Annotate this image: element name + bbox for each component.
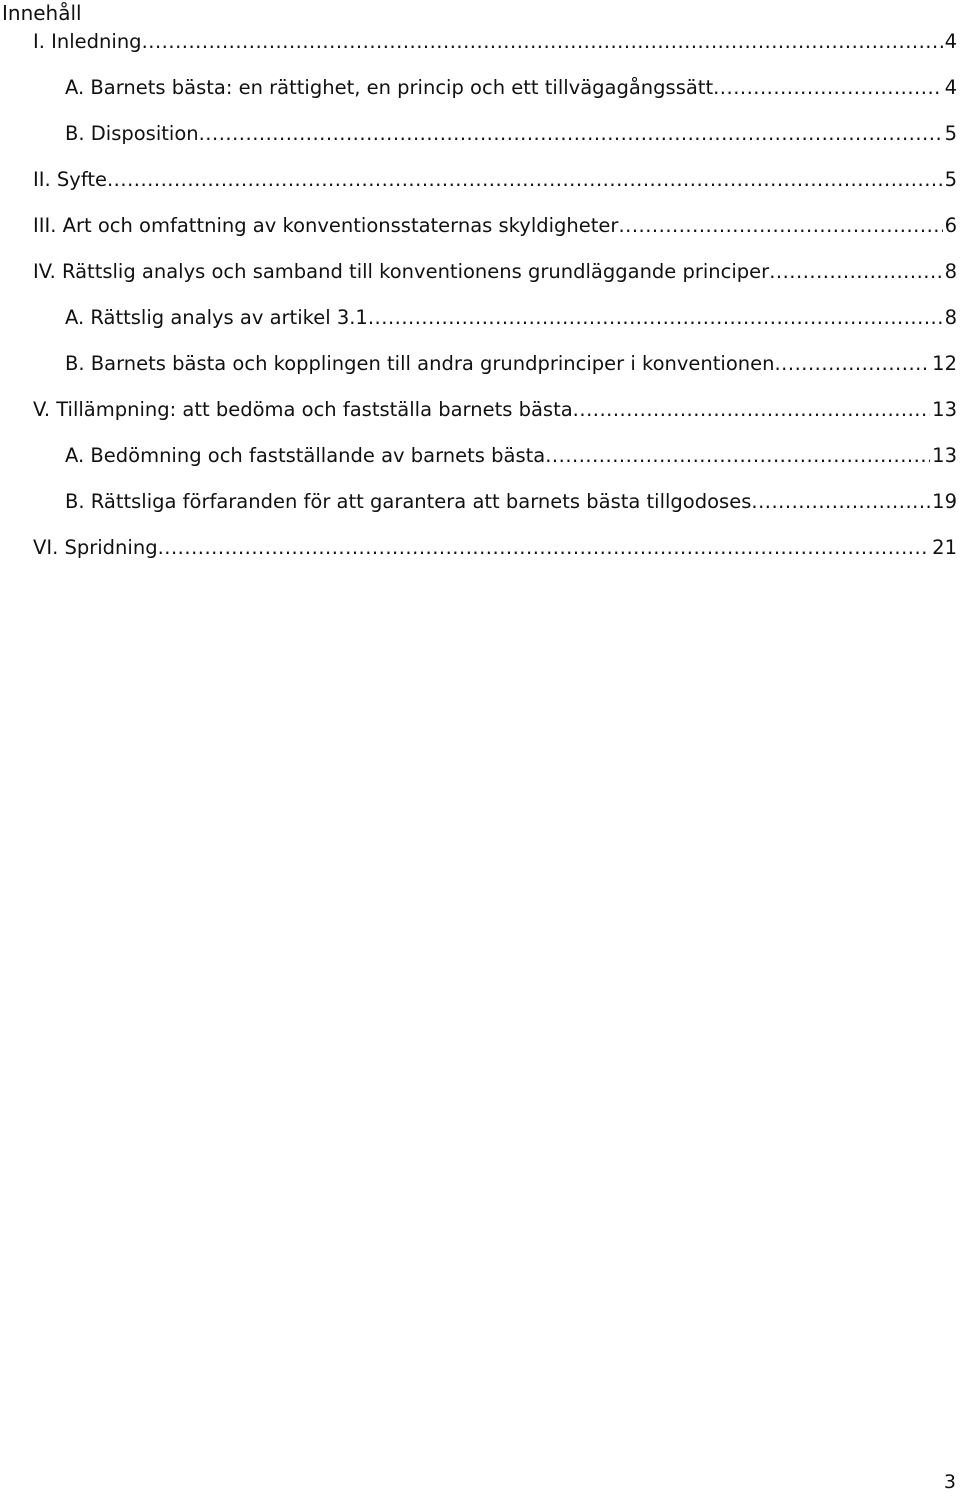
toc-entry-spridning[interactable] [33, 534, 960, 562]
toc-entry-page: 5 [944, 168, 957, 191]
toc-entry-page: 8 [944, 260, 957, 283]
toc-entry-page: 5 [944, 122, 957, 145]
toc-entry-page: 8 [944, 306, 957, 329]
toc-entry-rattslig-analys-artikel[interactable] [65, 304, 960, 332]
toc-entry-page: 13 [932, 444, 957, 467]
toc-entry-rattsliga-forfaranden[interactable] [65, 488, 960, 516]
toc-entry-page: 4 [944, 76, 957, 99]
toc-entry-title: VI. Spridning [33, 536, 158, 559]
toc-dot-leader [618, 212, 942, 240]
toc-dot-leader [573, 396, 931, 424]
toc-entry-title: IV. Rättslig analys och samband till konventionens grundläggande principer [33, 260, 770, 283]
toc-entry-page: 4 [944, 30, 957, 53]
toc-dot-leader [545, 442, 930, 470]
toc-dot-leader [774, 350, 930, 378]
toc-dot-leader [107, 166, 943, 194]
toc-entry-bedomning[interactable] [65, 442, 960, 470]
toc-entry-syfte[interactable] [33, 166, 960, 194]
toc-entry-barnets-basta-rattighet[interactable] [65, 74, 960, 102]
toc-entry-title: V. Tillämpning: att bedöma och fastställa barnets bästa [33, 398, 573, 421]
toc-entry-art-och-omfattning[interactable] [33, 212, 960, 240]
toc-entry-page: 6 [944, 214, 957, 237]
toc-dot-leader [199, 120, 943, 148]
toc-entry-title: B. Rättsliga förfaranden för att garantera att barnets bästa tillgodoses [65, 490, 752, 513]
toc-entry-title: I. Inledning [33, 30, 142, 53]
toc-dot-leader [751, 488, 930, 516]
toc-entry-tillampning[interactable] [33, 396, 960, 424]
toc-entry-title: II. Syfte [33, 168, 107, 191]
toc-entry-title: III. Art och omfattning av konventionsstaternas skyldigheter [33, 214, 619, 237]
toc-entry-title: B. Disposition [65, 122, 199, 145]
toc-entry-rattslig-analys-och-samband[interactable] [33, 258, 960, 286]
toc-dot-leader [769, 258, 942, 286]
toc-entry-inledning[interactable] [33, 28, 960, 56]
toc-entry-disposition[interactable] [65, 120, 960, 148]
toc-dot-leader [142, 28, 943, 56]
toc-entry-page: 19 [932, 490, 957, 513]
toc-entry-title: A. Bedömning och fastställande av barnets bästa [65, 444, 546, 467]
toc-entry-kopplingen-grundprinciper[interactable] [65, 350, 960, 378]
toc-entry-page: 13 [932, 398, 957, 421]
toc-dot-leader [158, 534, 931, 562]
toc-dot-leader [368, 304, 943, 332]
page-heading: Innehåll [2, 1, 82, 25]
toc-entry-title: A. Rättslig analys av artikel 3.1 [65, 306, 368, 329]
toc-entry-page: 12 [932, 352, 957, 375]
toc-entry-title: A. Barnets bästa: en rättighet, en princip och ett tillvägagångssätt [65, 76, 714, 99]
page-number: 3 [943, 1471, 956, 1493]
toc-entry-title: B. Barnets bästa och kopplingen till andra grundprinciper i konventionen [65, 352, 775, 375]
toc-dot-leader [713, 74, 942, 102]
toc-entry-page: 21 [932, 536, 957, 559]
